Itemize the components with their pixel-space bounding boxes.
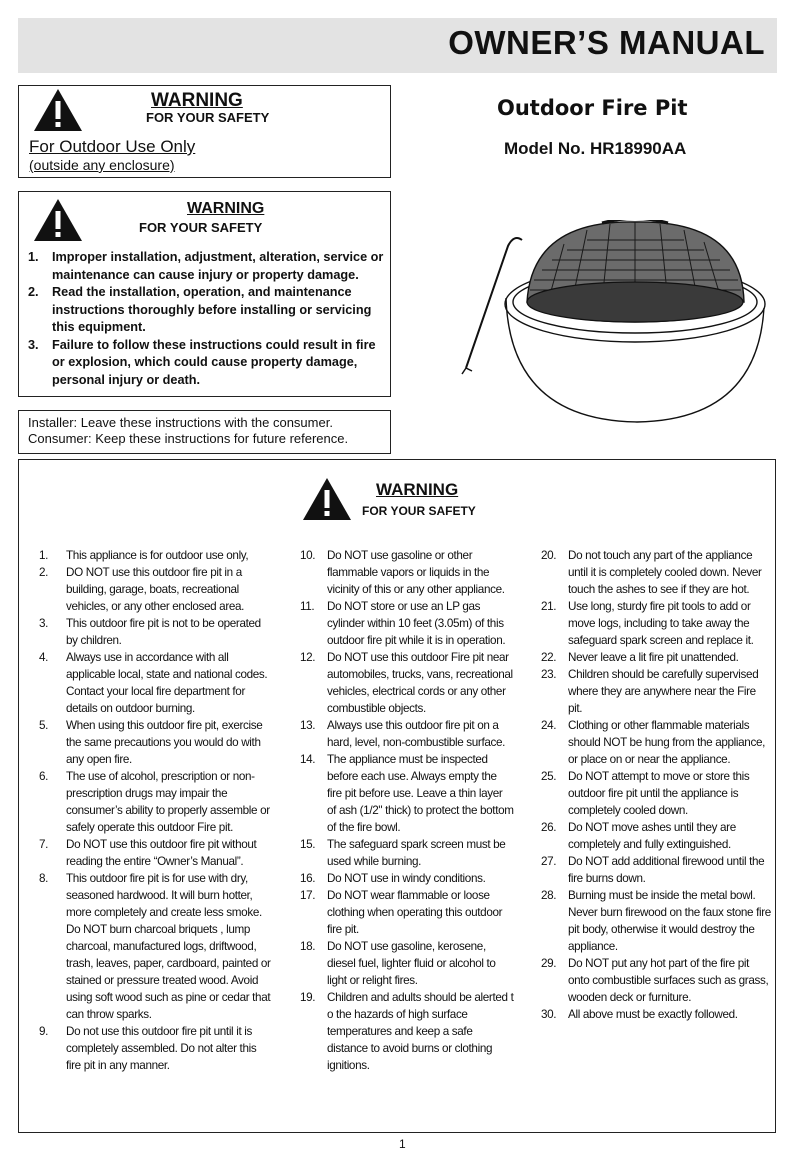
warning-title: WARNING: [376, 480, 459, 499]
safety-column-2: [300, 547, 514, 1074]
list-item: 26. Do NOT move ashes until they are completely and fully extinguished.: [541, 821, 736, 851]
page-number: 1: [399, 1137, 406, 1151]
list-item: 15. The safeguard spark screen must be used while burning.: [300, 838, 506, 868]
product-name: Outdoor Fire Pit: [497, 96, 688, 120]
list-item: 10. Do NOT use gasoline or other flammable vapors or liquids in the vicinity of this or any other appliance.: [300, 549, 505, 596]
warning-triangle-icon: [33, 198, 83, 242]
list-item: 3. This outdoor fire pit is not to be operated by children.: [39, 617, 261, 647]
list-item: 14. The appliance must be inspected before each use. Always empty the fire pit before use. Leave a thin layer of ash (1/2" thick) to protect the bottom of the fire bowl.: [300, 753, 514, 834]
list-item: 28. Burning must be inside the metal bowl. Never burn firewood on the faux stone fire pit body, otherwise it would destroy the appliance.: [541, 889, 771, 953]
list-item: 23. Children should be carefully supervised where they are anywhere near the Fire pit.: [541, 668, 759, 715]
safety-column-3: [541, 547, 771, 1023]
list-item: 1. This appliance is for outdoor use only,: [39, 549, 249, 562]
list-item: 29. Do NOT put any hot part of the fire pit onto combustible surfaces such as grass, wooden deck or furniture.: [541, 957, 769, 1004]
warning-box-outdoor: [18, 85, 391, 178]
list-item: 11. Do NOT store or use an LP gas cylinder within 10 feet (3.05m) of this outdoor fire pit while it is in operation.: [300, 600, 506, 647]
warning-subtitle: FOR YOUR SAFETY: [139, 220, 263, 235]
warning-subtitle: FOR YOUR SAFETY: [146, 110, 270, 125]
safety-column-1: [39, 547, 271, 1074]
fire-pit-illustration: [452, 220, 772, 430]
warning-subtitle: FOR YOUR SAFETY: [362, 504, 476, 518]
list-item: 25. Do NOT attempt to move or store this outdoor fire pit until the appliance is completely cooled down.: [541, 770, 750, 817]
list-item: 7. Do NOT use this outdoor fire pit without reading the entire “Owner’s Manual”.: [39, 838, 257, 868]
warning-triangle-icon: [33, 88, 83, 132]
list-item: 22. Never leave a lit fire pit unattended.: [541, 651, 739, 664]
list-item: 18. Do NOT use gasoline, kerosene, diesel fuel, lighter fluid or alcohol to light or relight fires.: [300, 940, 496, 987]
installer-note-box: [18, 410, 391, 454]
warning-box-installation: [18, 191, 391, 397]
list-item: 4. Always use in accordance with all applicable local, state and national codes. Contact your local fire department for details on outdoor burning.: [39, 651, 268, 715]
installation-warning-list: [28, 249, 384, 389]
list-item: 30. All above must be exactly followed.: [541, 1008, 738, 1021]
list-item: 13. Always use this outdoor fire pit on a hard, level, non-combustible surface.: [300, 719, 506, 749]
warning-triangle-icon: [302, 477, 352, 521]
list-item: 16. Do NOT use in windy conditions.: [300, 872, 486, 885]
list-item: 2. DO NOT use this outdoor fire pit in a building, garage, boats, recreational vehicles, or any other enclosed area.: [39, 566, 245, 613]
outdoor-use-subheading: (outside any enclosure): [29, 157, 175, 173]
model-number: Model No. HR18990AA: [504, 139, 687, 158]
list-item: 20. Do not touch any part of the appliance until it is completely cooled down. Never touch the ashes to see if they are hot.: [541, 549, 762, 596]
list-item: 3. Failure to follow these instructions could result in fire or explosion, which could cause property damage, personal injury or death.: [28, 337, 376, 387]
consumer-note: Consumer: Keep these instructions for future reference.: [28, 431, 349, 446]
warning-title: WARNING: [187, 200, 265, 217]
list-item: 27. Do NOT add additional firewood until the fire burns down.: [541, 855, 765, 885]
list-item: 9. Do not use this outdoor fire pit until it is completely assembled. Do not alter this fire pit in any manner.: [39, 1025, 257, 1072]
list-item: 1. Improper installation, adjustment, alteration, service or maintenance can cause injury or property damage.: [28, 250, 384, 282]
list-item: 2. Read the installation, operation, and maintenance instructions thoroughly before installing or servicing this equipment.: [28, 285, 372, 334]
list-item: 5. When using this outdoor fire pit, exercise the same precautions you would do with any open fire.: [39, 719, 263, 766]
list-item: 19. Children and adults should be alerted t o the hazards of high surface temperatures and keep a safe distance to avoid burns or clothing ignitions.: [300, 991, 514, 1072]
list-item: 6. The use of alcohol, prescription or non-prescription drugs may impair the consumer’s ability to properly assemble or safely operate this outdoor Fire pit.: [39, 770, 270, 834]
list-item: 17. Do NOT wear flammable or loose clothing when operating this outdoor fire pit.: [300, 889, 503, 936]
list-item: 8. This outdoor fire pit is for use with dry, seasoned hardwood. It will burn hotter, more completely and create less smoke. Do NOT burn charcoal briquets , lump charcoal, manufactured logs, driftwood, trash, leaves, paper, cardboard, painted or stained or pressure treated wood. Avoid using soft wood such as pine or cedar that can throw sparks.: [39, 872, 271, 1021]
document-title: OWNER’S MANUAL: [448, 24, 765, 61]
safety-warnings-box: [18, 459, 776, 1133]
outdoor-use-heading: For Outdoor Use Only: [29, 137, 196, 156]
warning-title: WARNING: [151, 90, 243, 111]
list-item: 21. Use long, sturdy fire pit tools to add or move logs, including to take away the safeguard spark screen and replace it.: [541, 600, 754, 647]
list-item: 24. Clothing or other flammable materials should NOT be hung from the appliance, or place on or near the appliance.: [541, 719, 765, 766]
header-bar: [18, 18, 777, 73]
installer-note: Installer: Leave these instructions with the consumer.: [28, 415, 333, 430]
list-item: 12. Do NOT use this outdoor Fire pit near automobiles, trucks, vans, recreational vehicles, electrical cords or any other combustible objects.: [300, 651, 513, 715]
